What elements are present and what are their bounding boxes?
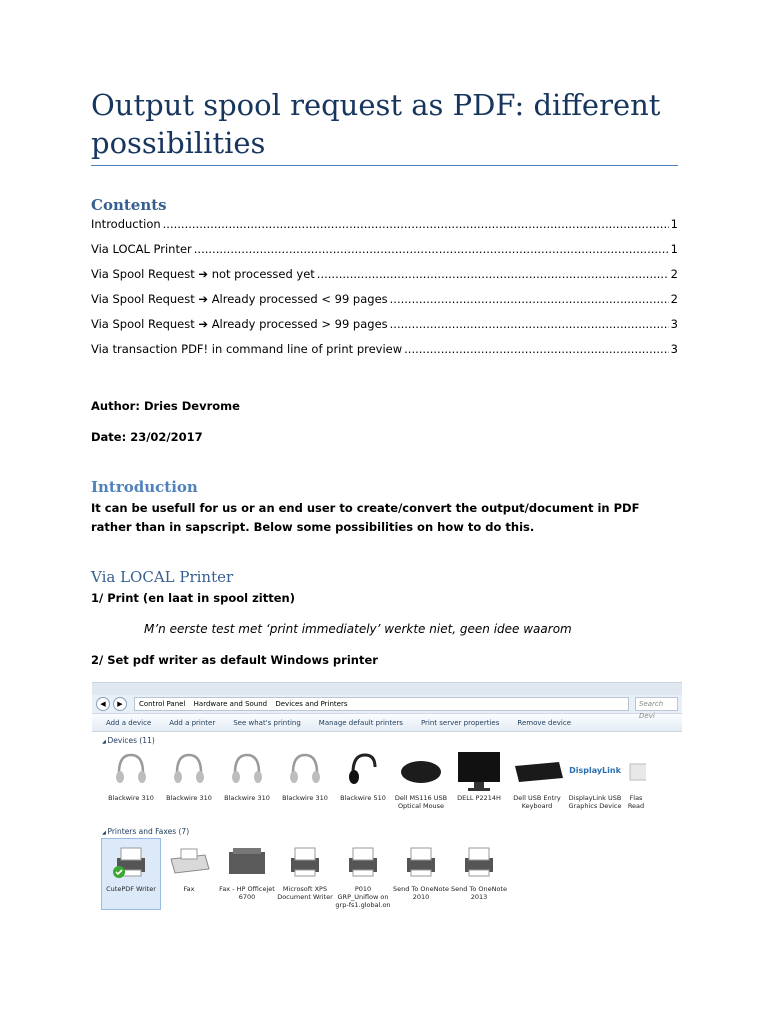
local-printer-heading: Via LOCAL Printer: [91, 568, 234, 586]
devices-and-printers-screenshot: [92, 682, 682, 921]
printer-item[interactable]: [450, 839, 508, 909]
device-label: DisplayLink USB Graphics Device: [568, 794, 622, 810]
window-top-strip: [92, 683, 682, 695]
toc-page: 1: [670, 242, 678, 256]
toc-entry[interactable]: [91, 242, 678, 267]
toc-page: 3: [670, 342, 678, 356]
search-input[interactable]: Search Devi: [635, 697, 678, 711]
printer-icon: [450, 839, 508, 885]
device-item[interactable]: [218, 748, 276, 810]
print-server-properties-button[interactable]: Print server properties: [420, 718, 500, 727]
add-device-button[interactable]: Add a device: [106, 718, 152, 727]
command-bar: [92, 714, 682, 732]
toc-leader: [163, 217, 669, 231]
remove-device-button[interactable]: Remove device: [517, 718, 572, 727]
keyboard-icon: [508, 748, 566, 794]
toc-label[interactable]: Introduction: [91, 217, 161, 231]
forward-icon[interactable]: ▶: [113, 697, 127, 711]
breadcrumb-item[interactable]: Hardware and Sound: [193, 700, 268, 708]
printer-icon: [102, 839, 160, 885]
device-item[interactable]: [508, 748, 566, 810]
device-label: Flas Read: [627, 794, 645, 810]
headset-icon: [102, 748, 160, 794]
printer-label: P010 GRP_Uniflow on grp-fs1.global.on: [335, 885, 391, 909]
printer-label: Fax - HP Officejet 6700: [219, 885, 275, 901]
toc-entry[interactable]: [91, 217, 678, 242]
printer-item[interactable]: [392, 839, 450, 909]
breadcrumb[interactable]: [134, 697, 629, 711]
device-label: DELL P2214H: [457, 794, 501, 802]
device-item[interactable]: [276, 748, 334, 810]
printers-group-header[interactable]: ◢ Printers and Faxes (7): [102, 827, 189, 836]
displaylink-logo-icon: DisplayLink: [569, 766, 621, 775]
toc-page: 3: [670, 317, 678, 331]
introduction-text: It can be usefull for us or an end user to create/convert the output/document in PDF rather than in sapscript. Below some possibilities on how to do this.: [91, 501, 640, 534]
toc-entry[interactable]: [91, 292, 678, 317]
toc-entry[interactable]: [91, 317, 678, 342]
toc-page: 2: [670, 267, 678, 281]
device-item[interactable]: [566, 748, 624, 810]
mouse-icon: [392, 748, 450, 794]
device-item[interactable]: [102, 748, 160, 810]
breadcrumb-item[interactable]: Control Panel: [139, 700, 186, 708]
back-icon[interactable]: ◀: [96, 697, 110, 711]
address-bar: [92, 695, 682, 720]
toc-label[interactable]: Via Spool Request ➔ Already processed > 99 pages: [91, 317, 388, 331]
printer-item[interactable]: [218, 839, 276, 909]
printers-row: [102, 839, 508, 909]
devices-pane: [92, 732, 682, 921]
devices-group-header[interactable]: ◢ Devices (11): [102, 736, 155, 745]
headset-icon: [218, 748, 276, 794]
printer-label: Microsoft XPS Document Writer: [277, 885, 333, 901]
add-printer-button[interactable]: Add a printer: [169, 718, 216, 727]
toc-label[interactable]: Via Spool Request ➔ not processed yet: [91, 267, 315, 281]
document-title: Output spool request as PDF: different possibilities: [91, 88, 661, 160]
toc-leader: [390, 292, 669, 306]
printer-icon: [392, 839, 450, 885]
toc-leader: [390, 317, 669, 331]
toc-leader: [194, 242, 669, 256]
toc-page: 1: [670, 217, 678, 231]
headset-icon: [160, 748, 218, 794]
breadcrumb-item[interactable]: Devices and Printers: [275, 700, 348, 708]
card-reader-icon: [624, 748, 648, 794]
step-1: 1/ Print (en laat in spool zitten): [91, 591, 295, 605]
printer-label: Send To OneNote 2013: [451, 885, 507, 901]
device-item[interactable]: [160, 748, 218, 810]
device-item[interactable]: [624, 748, 648, 810]
manage-default-printers-button[interactable]: Manage default printers: [318, 718, 403, 727]
printer-item[interactable]: [276, 839, 334, 909]
toc-label[interactable]: Via Spool Request ➔ Already processed < 99 pages: [91, 292, 388, 306]
device-label: Blackwire 310: [224, 794, 270, 802]
contents-heading: Contents: [91, 196, 167, 214]
see-printing-button[interactable]: See what's printing: [233, 718, 301, 727]
device-label: Blackwire 510: [340, 794, 386, 802]
device-item[interactable]: [450, 748, 508, 810]
printer-icon: [218, 839, 276, 885]
author-line: Author: Dries Devrome: [91, 399, 240, 413]
headset-icon: [276, 748, 334, 794]
device-item[interactable]: [392, 748, 450, 810]
printer-item[interactable]: [160, 839, 218, 909]
printer-label: CutePDF Writer: [106, 885, 156, 893]
italic-note: M’n eerste test met ‘print immediately’ werkte niet, geen idee waarom: [144, 622, 572, 636]
printer-icon: [334, 839, 392, 885]
devices-row: [102, 748, 648, 810]
device-item[interactable]: [334, 748, 392, 810]
toc-label[interactable]: Via LOCAL Printer: [91, 242, 192, 256]
device-label: Blackwire 310: [282, 794, 328, 802]
device-label: Blackwire 310: [166, 794, 212, 802]
device-label: Dell USB Entry Keyboard: [513, 794, 561, 810]
table-of-contents: [91, 217, 678, 367]
printer-icon: [276, 839, 334, 885]
headset-icon: [334, 748, 392, 794]
toc-leader: [317, 267, 669, 281]
device-label: Blackwire 310: [108, 794, 154, 802]
toc-entry[interactable]: [91, 267, 678, 292]
fax-icon: [160, 839, 218, 885]
printer-item-default[interactable]: [102, 839, 160, 909]
introduction-heading: Introduction: [91, 478, 198, 496]
step-2: 2/ Set pdf writer as default Windows printer: [91, 653, 378, 667]
toc-label[interactable]: Via transaction PDF! in command line of print preview: [91, 342, 403, 356]
toc-entry[interactable]: [91, 342, 678, 367]
title-underline: [91, 165, 678, 166]
printer-label: Send To OneNote 2010: [393, 885, 449, 901]
printer-label: Fax: [183, 885, 195, 893]
toc-leader: [404, 342, 669, 356]
toc-page: 2: [670, 292, 678, 306]
date-line: Date: 23/02/2017: [91, 430, 203, 444]
device-label: Dell MS116 USB Optical Mouse: [394, 794, 448, 810]
printer-item[interactable]: [334, 839, 392, 909]
monitor-icon: [450, 748, 508, 794]
